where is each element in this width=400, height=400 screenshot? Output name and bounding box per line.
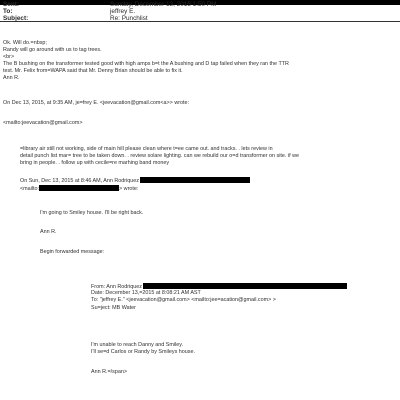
redacted-email: [39, 185, 119, 191]
reply-line: Ok. Will do.=nbsp;: [3, 40, 47, 46]
quote2-intro-text: On Sun, Dec 13, 2015 at 8:46 AM, Ann Rodriquez: [20, 178, 139, 184]
reply-line: test. Mr. Felix from=WAPA said that Mr. Denny Brian should be able to fix it.: [3, 68, 183, 74]
reply-line: The B bushing on the transformer tested good with high amps b=t the A bushing and D tap failed when they ran the TTR: [3, 61, 289, 67]
quote1-body-line: detail punch list mar= tree to be taken down. . review solare lighting. can we rebuild our o=d transformer on site. if we: [20, 153, 299, 159]
to-value: jeffrey E.: [110, 8, 136, 15]
forwarded-signature: Ann R.=/span>: [91, 369, 127, 375]
header-divider: [0, 21, 400, 22]
quote2-mailto-prefix: <mailto:: [20, 186, 40, 192]
reply-line: <br>: [3, 54, 15, 60]
redacted-email: [140, 177, 250, 183]
quote2-signature: Ann R.: [40, 229, 57, 235]
quote1-mailto[interactable]: <mailto:jeevacation@gmail.com>: [3, 120, 83, 126]
quote1-body-line: bring in people. . follow up with cecile=re marhing band money: [20, 160, 170, 166]
to-label: To:: [3, 8, 13, 15]
begin-forwarded: Begin forwarded message:: [40, 249, 105, 255]
sent-label: Sent:: [3, 1, 19, 8]
subject-value: Re: Punchlist: [110, 15, 148, 22]
quote2-line: I'm going to Smiley house. I'll be right back.: [40, 210, 144, 216]
quote2-mailto-suffix: > wrote:: [119, 186, 139, 192]
redacted-email: [143, 283, 347, 289]
forwarded-from-text: From: Ann Rodriquez: [91, 284, 142, 290]
quote1-body-line: =library air still not working, side of main hill please clean where t=ee came out. and tracks. . lets review in: [20, 146, 273, 152]
forwarded-subject: Su=ject: MB Water: [91, 305, 136, 311]
forwarded-body-line: I'm unable to reach Danny and Smiley.: [91, 342, 184, 348]
reply-signature: Ann R.: [3, 75, 20, 81]
quote1-intro: On Dec 13, 2015, at 9:35 AM, je=frey E. <jeevacation@gmail.com<a>> wrote:: [3, 100, 190, 106]
subject-label: Subject:: [3, 15, 29, 22]
forwarded-date: Date: December 13,=2015 at 8:08:21 AM AST: [91, 290, 201, 296]
forwarded-body-line: I'll se=d Carlos or Randy by Smileys house.: [91, 349, 195, 355]
quote2-intro: [20, 177, 250, 185]
forwarded-to: To: "jeffrey E." <jeevacation@gmail.com> <mailto:jee=acation@gmail.com> >: [91, 297, 276, 303]
sent-value: Sunday, December 13, 2015 1:50 PM: [110, 1, 217, 8]
quote2-mailto-line: [20, 185, 138, 193]
reply-line: Randy will go around with us to tag trees.: [3, 47, 102, 53]
